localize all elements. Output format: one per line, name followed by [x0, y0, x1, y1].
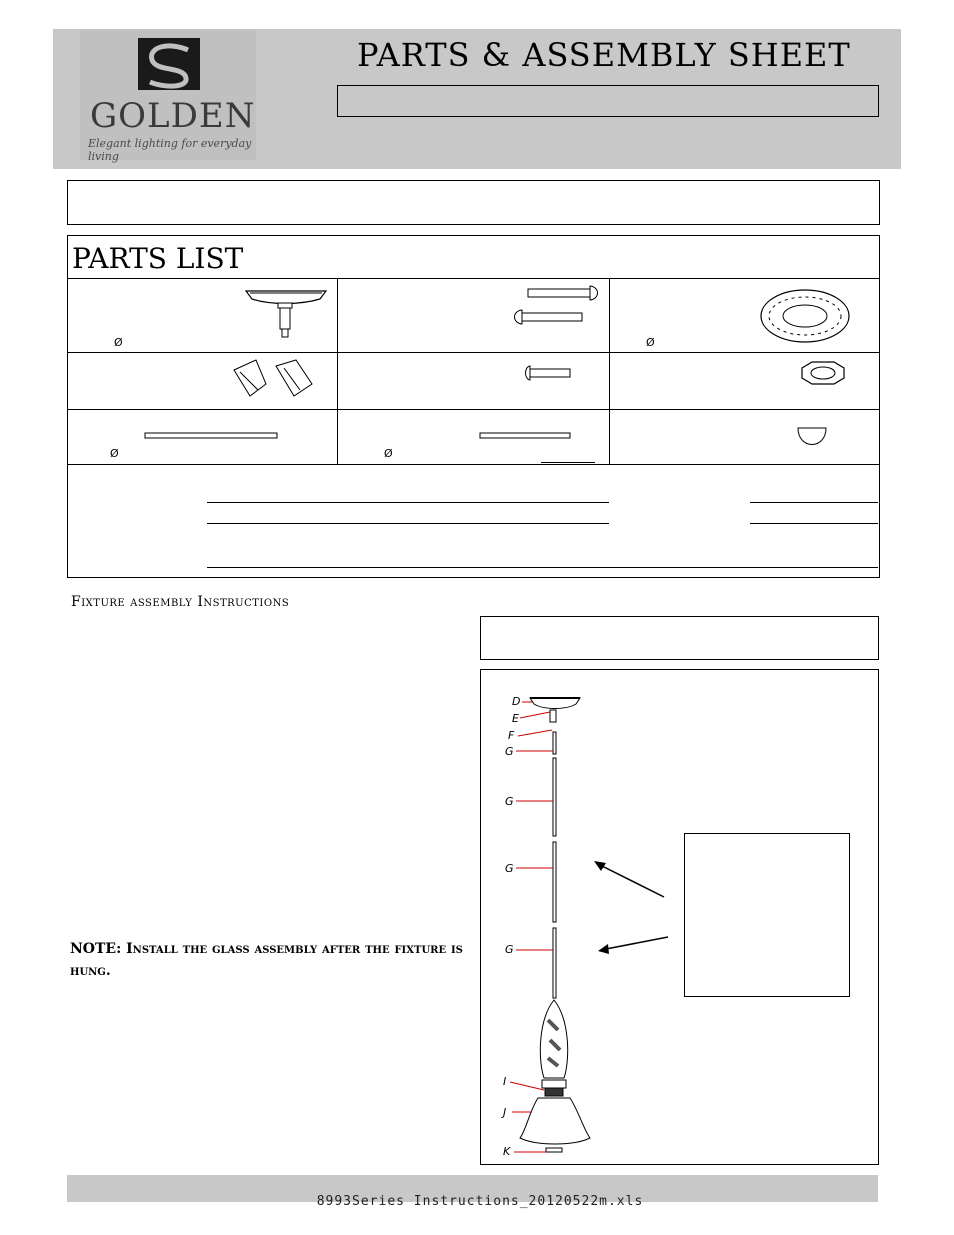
canopy-icon [240, 283, 332, 341]
hex-nut-icon [796, 360, 850, 386]
diagram-label-d: D [512, 695, 521, 708]
short-rod-icon [479, 431, 573, 441]
footer-filename: 8993Series Instructions_20120522m.xls [316, 1194, 644, 1209]
specification-line [750, 523, 878, 524]
instructions-heading: Fixture assembly Instructions [71, 594, 290, 610]
diagram-label-g: G [505, 943, 514, 956]
diagram-label-f: F [508, 729, 515, 742]
underline [541, 462, 595, 463]
specification-line [207, 523, 609, 524]
specification-line [750, 502, 878, 503]
info-box [67, 180, 880, 225]
specification-line [207, 502, 609, 503]
long-rod-icon [144, 431, 280, 441]
parts-list-title: PARTS LIST [72, 242, 244, 275]
diameter-symbol: Ø [110, 447, 119, 460]
parts-divider [67, 464, 879, 465]
callout-arrows-icon [590, 855, 672, 955]
parts-divider [67, 352, 879, 353]
wire-nuts-icon [230, 356, 316, 402]
finial-ball-icon [794, 420, 830, 454]
parts-divider [67, 409, 879, 410]
diagram-label-e: E [512, 712, 519, 725]
diagram-label-g: G [505, 795, 514, 808]
parts-column-divider [337, 278, 338, 464]
brand-tagline: Elegant lighting for everyday living [88, 137, 252, 163]
diagram-label-i: I [503, 1075, 507, 1088]
diagram-label-j: J [503, 1106, 507, 1119]
diameter-symbol: Ø [384, 447, 393, 460]
diagram-label-k: K [503, 1145, 511, 1158]
mounting-plate-icon [758, 286, 852, 346]
model-number-box [337, 85, 879, 117]
diagram-caption-box [480, 616, 879, 660]
diagram-label-g: G [505, 862, 514, 875]
diameter-symbol: Ø [646, 336, 655, 349]
page-title: PARTS & ASSEMBLY SHEET [357, 36, 851, 74]
diagram-label-g: G [505, 745, 514, 758]
screws-icon [512, 283, 602, 327]
callout-box [684, 833, 850, 997]
specification-line [207, 567, 878, 568]
parts-divider [67, 278, 879, 279]
brand-name: GOLDEN [90, 96, 256, 136]
glass-assembly-note: NOTE: Install the glass assembly after the fixture is hung. [70, 941, 463, 979]
ground-screw-icon [522, 364, 574, 382]
parts-column-divider [609, 278, 610, 464]
diameter-symbol: Ø [114, 336, 123, 349]
